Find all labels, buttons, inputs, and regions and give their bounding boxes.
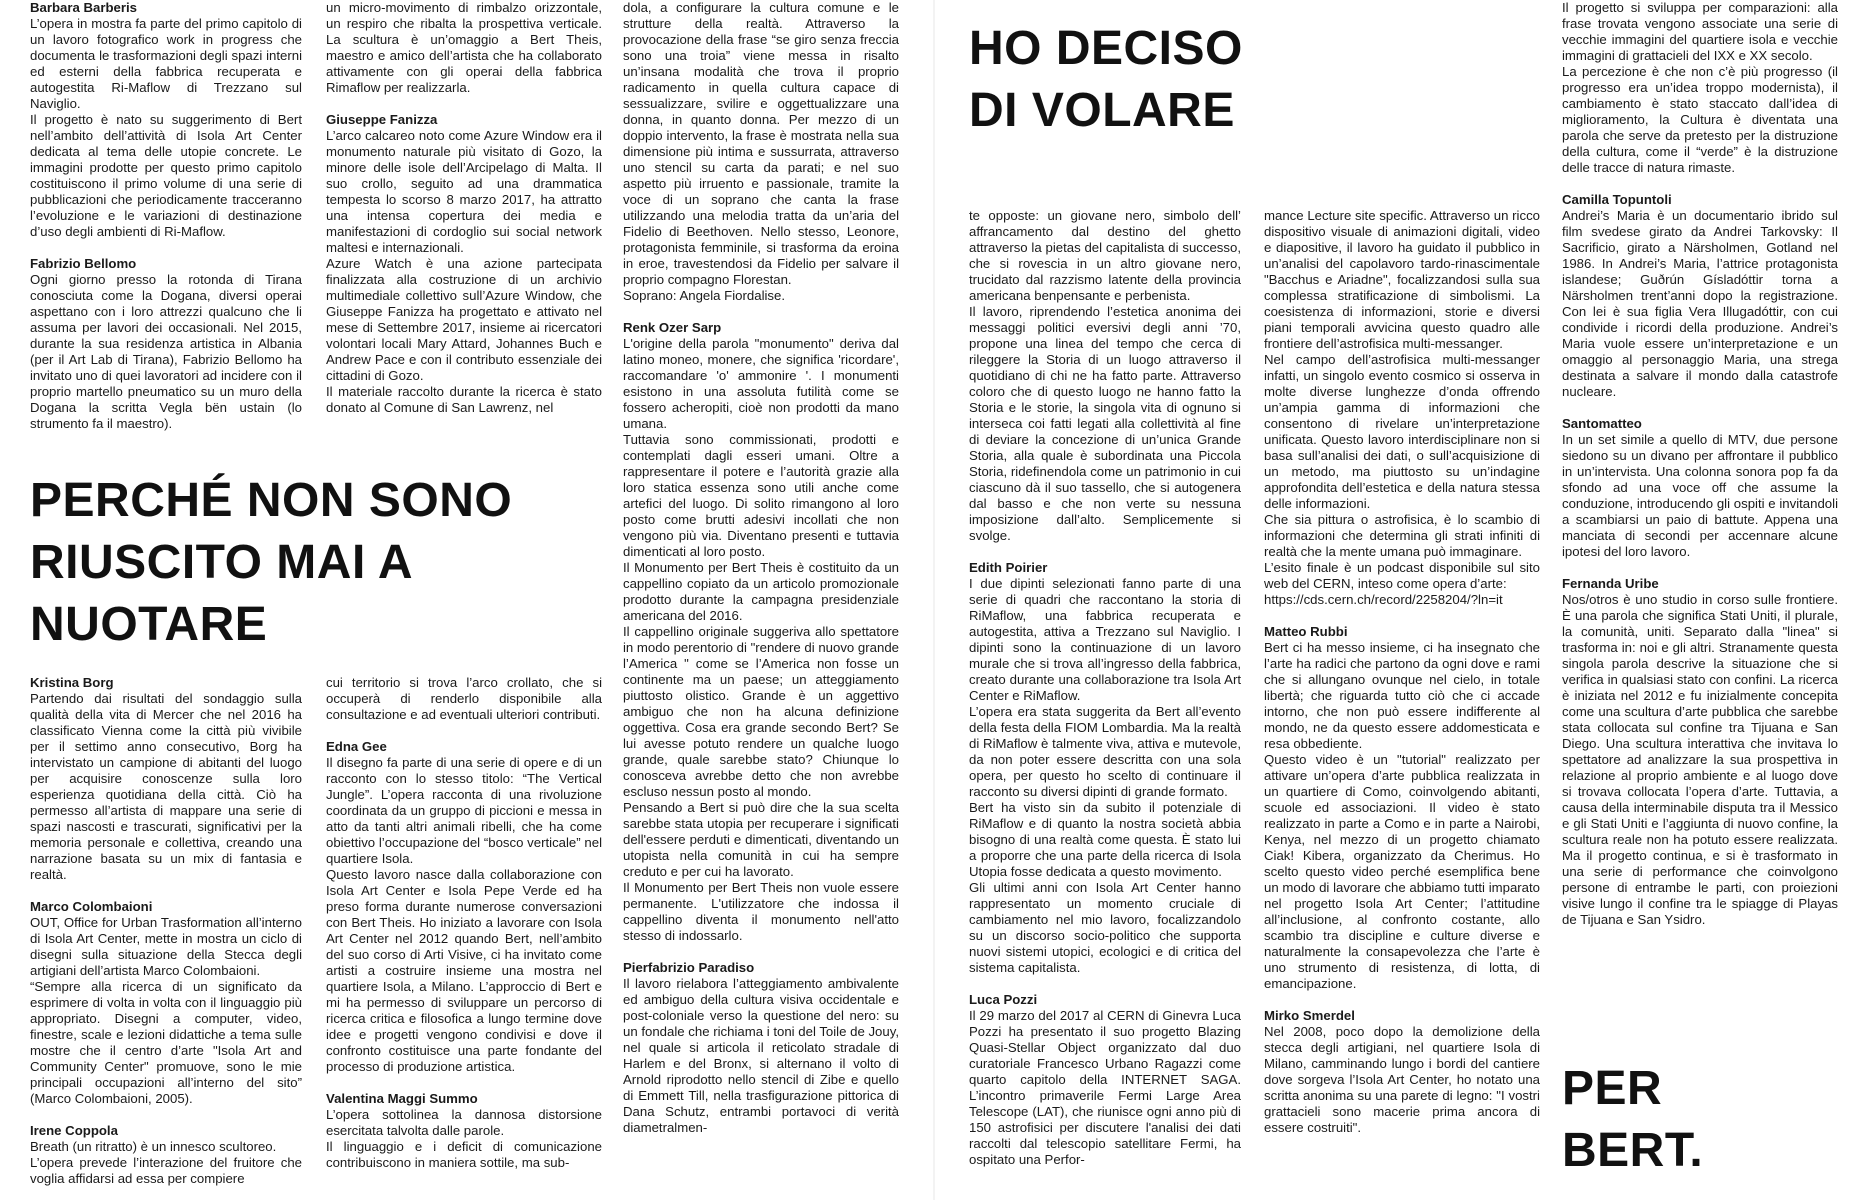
artist-name: Matteo Rubbi — [1264, 624, 1348, 639]
column-6 — [1562, 0, 1838, 1036]
article-paragraph: L'origine della parola "monumento" deriva dal latino moneo, monere, che significa 'ricordare', raccomandare 'o' ammonire '. I monumenti esistono in una assoluta futilità come se fossero acheropiti, cioè non prodotti da mano umana. — [623, 336, 899, 431]
article-entry — [326, 739, 602, 1075]
artist-name: Edith Poirier — [969, 560, 1048, 575]
article-paragraph: L’opera prevede l’interazione del fruitore che voglia affidarsi ad essa per compiere — [30, 1155, 302, 1186]
column-5 — [1264, 208, 1540, 1200]
article-paragraph: Andrei’s Maria è un documentario ibrido sul film svedese girato da Andrei Tarkovsky: Il Sacrificio, girato a Närsholmen, Gotland nel 1986. In Andrei’s Maria, l’attrice protagonista islandese; Guðrún Gísladóttir torna a Närsholmen trent’anni dopo la registrazione. Con lei è sua figlia Vera Illugadóttir, con cui condivide i ricordi della produzione. Andrei’s Maria vuole essere un’interpretazione e un omaggio al personaggio Maria, una strega destinata a salvare il mondo dalla catastrofe nucleare. — [1562, 208, 1838, 399]
article-paragraph: OUT, Office for Urban Trasformation all’interno di Isola Art Center, mette in mostra un ciclo di disegni sulla situazione della Stecca degli artigiani dell’artista Marco Colombaioni. — [30, 915, 302, 978]
article-paragraph: Il 29 marzo del 2017 al CERN di Ginevra Luca Pozzi ha presentato il suo progetto Blazing Quasi-Stellar Object organizzato dal duo curatoriale Francesco Urbano Ragazzi come quarto capitolo della INTERNET SAGA. L’incontro primaverile Fermi Large Area Telescope (LAT), che riunisce ogni anno più di 150 astrofisici per discutere l'analisi dei dati raccolti dal telescopio satellitare Fermi, ha ospitato una Perfor- — [969, 1008, 1241, 1167]
article-entry — [326, 0, 602, 96]
article-entry — [30, 675, 302, 883]
headline-line: DI VOLARE — [969, 84, 1235, 137]
article-paragraph: Azure Watch è una azione partecipata finalizzata alla costruzione di un archivio multimediale collettivo sull’Azure Window, che Giuseppe Fanizza ha progettato e attivato nel mese di Settembre 2017, insieme ai ricercatori volontari locali Mary Attard, Johannes Buch e Andrew Pace e con il contributo essenziale dei cittadini di Gozo. — [326, 256, 602, 383]
artist-name: Pierfabrizio Paradiso — [623, 960, 755, 975]
article-entry — [623, 960, 899, 1136]
headline-line: NUOTARE — [30, 598, 268, 651]
artist-name: Camilla Topuntoli — [1562, 192, 1672, 207]
article-entry — [623, 0, 899, 304]
article-paragraph: cui territorio si trova l’arco crollato, che si occuperà di renderlo disponibile alla consultazione e ad eventuali ulteriori contributi. — [326, 675, 602, 722]
column-4 — [969, 208, 1241, 1200]
headline-per-bert — [1562, 1058, 1703, 1182]
article-paragraph: Nel 2008, poco dopo la demolizione della stecca degli artigiani, nel quartiere Isola di Milano, camminando lungo i bordi del cantiere dove sorgeva l’Isola Art Center, ho notato una scritta anonima su una parete di legno: "I vostri grattacieli sono macerie prima ancora di essere costruiti". — [1264, 1024, 1540, 1135]
article-paragraph: Il linguaggio e i deficit di comunicazione contribuiscono in maniera sottile, ma sub- — [326, 1139, 602, 1170]
article-paragraph: un micro-movimento di rimbalzo orizzontale, un respiro che ribalta la prospettiva verticale. La scultura è un’omaggio a Bert Theis, maestro e amico dell’artista che ha collaborato attivamente con gli operai della fabbrica Rimaflow per realizzarla. — [326, 0, 602, 95]
article-entry — [623, 320, 899, 944]
article-paragraph: dola, a configurare la cultura comune e le strutture della realtà. Attraverso la provocazione della frase “se giro senza freccia sono una troia” viene messa in risalto un’insana modalità che trova il proprio radicamento in quella cultura capace di sessualizzare, svilire e oggettualizzare una donna, in quanto donna. Per mezzo di un doppio intervento, la frase è mostrata nella sua dimensione più intima e sussurrata, attraverso uno stencil su carta da parati; e nel suo aspetto più irruento e passionale, tramite la voce di un soprano che canta la frase utilizzando una melodia tratta da un’aria del Fidelio di Beethoven. Nello stesso, Leonore, protagonista femminile, si trasforma da eroina in eroe, travestendosi da Fidelio per salvare il proprio compagno Florestan. — [623, 0, 899, 287]
article-paragraph: Breath (un ritratto) è un innesco scultoreo. — [30, 1139, 277, 1154]
article-entry — [969, 992, 1241, 1168]
article-paragraph: L’esito finale è un podcast disponibile sul sito web del CERN, inteso come opera d’arte: — [1264, 560, 1540, 591]
article-paragraph: “Sempre alla ricerca di un significato da esprimere di volta in volta con il linguaggio più appropriato. Disegni a computer, video, finestre, scale e lezioni didattiche a tema sulle mostre che il centro d’arte "Isola Art and Community Center" promuove, sono le mie principali occupazioni all’interno del sito” (Marco Colombaioni, 2005). — [30, 979, 302, 1106]
artist-name: Santomatteo — [1562, 416, 1642, 431]
article-paragraph: In un set simile a quello di MTV, due persone siedono su un divano per affrontare il pubblico in un’intervista. Una colonna sonora pop fa da sfondo ad una voce off che assume la conduzione, introducendo gli ospiti e invitandoli a scambiarsi un paio di battute. Appena una manciata di secondi per accennare alcune ipotesi del loro lavoro. — [1562, 432, 1838, 559]
artist-name: Mirko Smerdel — [1264, 1008, 1355, 1023]
article-entry — [1562, 0, 1838, 176]
artist-name: Kristina Borg — [30, 675, 114, 690]
column-2-bottom — [326, 675, 602, 1200]
article-paragraph: Gli ultimi anni con Isola Art Center hanno rappresentato un momento cruciale di cambiamento nel mio lavoro, focalizzandolo su un discorso socio-politico che supporta nuovi sistemi utopici, ecologici e di critica del sistema capitalista. — [969, 880, 1241, 975]
headline-line: HO DECISO — [969, 22, 1243, 75]
article-paragraph: Il cappellino originale suggeriva allo spettatore in modo perentorio di "rendere di nuovo grande l’America " come se l’America non fosse un continente ma un paese; un atteggiamento piuttosto olistico. Grande è un aggettivo ambiguo che non ha alcuna definizione oggettiva. Cosa era grande secondo Bert? Se lui avesse potuto rendere un qualche luogo grande, quale sarebbe stato? Chiunque lo conosceva avrebbe detto che non avrebbe escluso nessun posto al mondo. — [623, 624, 899, 799]
article-paragraph: Bert ci ha messo insieme, ci ha insegnato che l’arte ha radici che partono da ogni dove e rami che si allungano ovunque nel cielo, in totale libertà; che riguarda tutto ciò che ci accade intorno, che non può essere indifferente al mondo, ne da questo essere addomesticata e resa obbediente. — [1264, 640, 1540, 751]
article-paragraph: mance Lecture site specific. Attraverso un ricco dispositivo visuale di animazioni digitali, video e diapositive, il lavoro ha guidato il pubblico in un’analisi del capolavoro tardo-rinascimentale "Bacchus e Ariadne", focalizzandosi sulla sua complessa stratificazione di simbolismi. La coesistenza di informazioni, storie e diversi piani temporali avvicina questo quadro alle frontiere dell’astrofisica multi-messanger. — [1264, 208, 1540, 351]
article-entry — [969, 208, 1241, 544]
article-entry — [1264, 208, 1540, 608]
page-gutter — [933, 0, 935, 1200]
article-paragraph: Questo lavoro nasce dalla collaborazione con Isola Art Center e Isola Pepe Verde ed ha preso forma durante numerose conversazioni con Bert Theis. Ho iniziato a lavorare con Isola Art Center nel 2012 quando Bert, nell’ambito del suo corso di Arti Visive, ci ha invitato come artisti a costruire insieme una mostra nel quartiere Isola, a Milano. L’approccio di Bert e mi ha permesso di sviluppare un percorso di ricerca critica e filosofica a lungo termine dove idee e progetti vengono condivisi e dove il confronto costituisce una parte fondante del processo di produzione artistica. — [326, 867, 602, 1074]
headline-line: BERT. — [1562, 1124, 1704, 1177]
article-paragraph: Nel campo dell’astrofisica multi-messanger infatti, un singolo evento cosmico si osserva in molte diverse lunghezze d’onda offrendo un’ampia gamma di informazioni che consentono di rivelare un’interpretazione unificata. Questo lavoro interdisciplinare non si basa sull’analisi dei dati, o sull’acquisizione di un metodo, ma piuttosto su un’indagine approfondita dell’estetica e della natura stessa delle informazioni. — [1264, 352, 1540, 511]
article-paragraph: Bert ha visto sin da subito il potenziale di RiMaflow e di quanto la nostra società abbia bisogno di una realtà come questa. È stato lui a proporre che una parte della ricerca di Isola Utopia fosse dedicata a questo movimento. — [969, 800, 1241, 879]
article-paragraph: Ogni giorno presso la rotonda di Tirana conosciuta come la Dogana, diversi operai aspettano con i loro attrezzi qualcuno che li assuma per lavori dei occasionali. Nel 2015, durante la sua residenza artistica in Albania (per il Art Lab di Tirana), Fabrizio Bellomo ha invitato uno di quei lavoratori ad incidere con il proprio martello pneumatico su un muro della Dogana la scritta Vegla bën ustain (lo strumento fa il maestro). — [30, 272, 302, 431]
article-paragraph: te opposte: un giovane nero, simbolo dell’ affrancamento dal destino del ghetto attraverso la pietas del capitalista di successo, che si rovescia in un altro giovane nero, trucidato dal razzismo latente della provincia americana benpensante e perbenista. — [969, 208, 1241, 303]
article-paragraph: I due dipinti selezionati fanno parte di una serie di quadri che raccontano la storia di RiMaflow, una fabbrica recuperata e autogestita, attiva a Trezzano sul Naviglio. I dipinti sono la continuazione di un lavoro murale che si trova all’ingresso della fabbrica, creato durante una collaborazione tra Isola Art Center e RiMaflow. — [969, 576, 1241, 703]
article-paragraph: Questo video è un "tutorial" realizzato per attivare un’opera d’arte pubblica realizzata in un quartiere di Como, coinvolgendo abitanti, scuole ed associazioni. Il video è stato realizzato in parte a Como e in parte a Nairobi, Kenya, nel mezzo di un progetto chiamato Ciak! Kibera, organizzato da Cherimus. Ho scelto questo video perché esemplifica bene un modo di lavorare che abbiamo tutti imparato nel progetto Isola Art Center; l’attitudine all’inclusione, al confronto costante, allo scambio tra discipline e culture diverse e naturalmente la consapevolezza che l’arte è uno strumento di resistenza, di lotta, di emancipazione. — [1264, 752, 1540, 991]
artist-name: Barbara Barberis — [30, 0, 138, 15]
artist-name: Fabrizio Bellomo — [30, 256, 137, 271]
artist-name: Valentina Maggi Summo — [326, 1091, 478, 1106]
article-paragraph: Il progetto si sviluppa per comparazioni: alla frase trovata vengono associate una serie di vecchie immagini del quartiere isola e vecchie immagini di grattacieli del IXX e XX secolo. — [1562, 0, 1838, 63]
artist-name: Renk Ozer Sarp — [623, 320, 722, 335]
article-paragraph: Pensando a Bert si può dire che la sua scelta sarebbe stata utopia per recuperare i significati dell'essere perduti e dimenticati, diventando un utopista nella comunità in cui ha sempre creduto e per cui ha lavorato. — [623, 800, 899, 879]
article-paragraph: Il lavoro rielabora l’atteggiamento ambivalente ed ambiguo della cultura visiva occidentale e post-coloniale verso la questione del nero: su un fondale che richiama i toni del Toile de Jouy, nel quale si articola il reticolato stradale di Harlem e del Bronx, si alternano il volto di Arnold riprodotto nello stencil di Zibe e quello di Emmett Till, nella trasfigurazione pittorica di Dana Schutz, entrambi portavoci di verità diametralmen- — [623, 976, 899, 1135]
article-paragraph: La percezione è che non c’è più progresso (il progresso era un’idea troppo modernista), il cambiamento è stato staccato dall’idea di miglioramento, la Cultura è diventata una parola che serve da pretesto per la distruzione della cultura, come il “verde” è la distruzione delle tracce di natura rimaste. — [1562, 64, 1838, 175]
column-2-top — [326, 0, 602, 444]
artist-name: Fernanda Uribe — [1562, 576, 1659, 591]
article-paragraph: Soprano: Angela Fiordalise. — [623, 288, 786, 303]
article-entry — [326, 112, 602, 416]
article-paragraph: Il progetto è nato su suggerimento di Bert nell’ambito dell’attività di Isola Art Center dedicata al tema delle utopie concrete. Le immagini prodotte per questo primo capitolo costituiscono il primo volume di una serie di pubblicazioni che periodicamente tracceranno l’evoluzione e le variazioni di destinazione d’uso degli ambienti di Ri-Maflow. — [30, 112, 302, 239]
article-entry — [326, 1091, 602, 1171]
article-entry — [1562, 576, 1838, 928]
article-entry — [30, 256, 302, 432]
artist-name: Giuseppe Fanizza — [326, 112, 438, 127]
headline-line: RIUSCITO MAI A — [30, 536, 414, 589]
article-paragraph: Che sia pittura o astrofisica, è lo scambio di informazioni che determina gli strati infiniti di realtà che la mente umana può immaginare. — [1264, 512, 1540, 559]
headline-line: PER — [1562, 1062, 1663, 1115]
article-entry — [1264, 624, 1540, 992]
article-entry — [1562, 192, 1838, 400]
headline-line: PERCHÉ NON SONO — [30, 474, 513, 527]
article-entry — [1264, 1008, 1540, 1136]
article-paragraph: Il lavoro, riprendendo l’estetica anonima dei messaggi politici eversivi degli anni ’70, propone una linea del tempo che cerca di rileggere la Storia di un luogo attraverso il quotidiano di chi ne ha fatto parte. Attraverso coloro che di questo luogo ne hanno fatto la Storia e le storie, la singola vita di ognuno si interseca coi fatti legati alla collettività al fine di deviare la concezione di un’unica Grande Storia, alla quale è subordinata una Piccola Storia, ridefinendola come un patrimonio in cui ciascuno dà il suo tassello, che si autogenera dal basso e che non verte su nessuna imposizione dall’alto. Semplicemente si svolge. — [969, 304, 1241, 543]
artist-name: Luca Pozzi — [969, 992, 1038, 1007]
article-paragraph: Il Monumento per Bert Theis non vuole essere permanente. L'utilizzatore che indossa il cappellino diventa il monumento nell'atto stesso di indossarlo. — [623, 880, 899, 943]
artist-name: Marco Colombaioni — [30, 899, 153, 914]
article-paragraph: L’arco calcareo noto come Azure Window era il monumento naturale più visitato di Gozo, la minore delle isole dell’Arcipelago di Malta. Il suo crollo, seguito ad una drammatica tempesta lo scorso 8 marzo 2017, ha attratto una intensa copertura dei media e manifestazioni di cordoglio sui social network maltesi e internazionali. — [326, 128, 602, 255]
article-paragraph: L’opera era stata suggerita da Bert all’evento della festa della FIOM Lombardia. Ma la realtà di RiMaflow è talmente viva, attiva e mutevole, da non poter essere descritta con una sola opera, per questo ho scelto di continuare il racconto su diversi dipinti di grande formato. — [969, 704, 1241, 799]
headline-perche-non-sono-riuscito — [30, 470, 512, 656]
article-paragraph: L’opera in mostra fa parte del primo capitolo di un lavoro fotografico work in progress che documenta le trasformazioni degli spazi interni ed esterni della fabbrica recuperata e autogestita Ri-Maflow di Trezzano sul Naviglio. — [30, 16, 302, 111]
article-entry — [1562, 416, 1838, 560]
column-3 — [623, 0, 899, 1200]
article-paragraph: L’opera sottolinea la dannosa distorsione esercitata talvolta dalle parole. — [326, 1107, 602, 1138]
article-paragraph: Il Monumento per Bert Theis è costituito da un cappellino copiato da un articolo promozionale prodotto durante la campagna presidenziale americana del 2016. — [623, 560, 899, 623]
article-paragraph: https://cds.cern.ch/record/2258204/?ln=it — [1264, 592, 1503, 607]
article-entry — [30, 1123, 302, 1187]
article-entry — [326, 675, 602, 723]
article-paragraph: Partendo dai risultati del sondaggio sulla qualità della vita di Mercer che nel 2016 ha classificato Vienna come la città più vivibile per il settimo anno consecutivo, Borg ha intervistato un campione di abitanti del luogo per acquisire conoscenze sulla loro esperienza quotidiana della città. Ciò ha permesso all’artista di mappare una serie di spazi nascosti e trascurati, significativi per la memoria personale e collettiva, creando una narrazione basata su un mix di fantasia e realtà. — [30, 691, 302, 882]
artist-name: Edna Gee — [326, 739, 387, 754]
article-paragraph: Tuttavia sono commissionati, prodotti e contemplati dagli esseri umani. Oltre a rappresentare il potere e l’autorità grazie alla loro statica essenza sono utili anche come artefici del luogo. Di solito rimangono al loro posto come brutti adesivi incollati che non vengono più via. Diventano presenti e tuttavia dimenticati al loro posto. — [623, 432, 899, 559]
column-1-bottom — [30, 675, 302, 1200]
article-paragraph: Il materiale raccolto durante la ricerca è stato donato al Comune di San Lawrenz, nel — [326, 384, 602, 415]
headline-ho-deciso-di-volare — [969, 18, 1243, 142]
article-paragraph: Il disegno fa parte di una serie di opere e di un racconto con lo stesso titolo: “The Vertical Jungle”. L’opera racconta di una rivoluzione coordinata da un gruppo di piccioni e messa in atto da tanti altri animali ribelli, che ha come obiettivo l’occupazione del “bosco verticale” nel quartiere Isola. — [326, 755, 602, 866]
artist-name: Irene Coppola — [30, 1123, 118, 1138]
article-entry — [969, 560, 1241, 976]
article-entry — [30, 899, 302, 1107]
article-paragraph: Nos/otros è uno studio in corso sulle frontiere. È una parola che significa Stati Uniti, il plurale, la comunità, uniti. Separato dalla "linea" si trasforma in: noi e gli altri. Stranamente questa singola parola descrive la situazione che si verifica in qualsiasi stato con confini. La ricerca è iniziata nel 2012 e fu inizialmente concepita come una scultura d’arte pubblica che sarebbe stata collocata sul confine tra Tijuana e San Diego. Una scultura interattiva che invitava lo spettatore ad analizzare la sua prospettiva in relazione al proprio ambiente e al luogo dove si trovava collocata l’opera d’arte. Tuttavia, a causa della interminabile disputa tra il Messico e gli Stati Uniti e l’aggiunta di nuovo confine, la scultura reale non ha potuto essere realizzata. Ma il progetto continua, e si è trasformato in una serie di performance che coinvolgono persone di entrambe le parti, con proiezioni visive lungo il confine tra le spiagge di Playas de Tijuana e San Ysidro. — [1562, 592, 1838, 927]
column-1-top — [30, 0, 302, 444]
article-entry — [30, 0, 302, 240]
